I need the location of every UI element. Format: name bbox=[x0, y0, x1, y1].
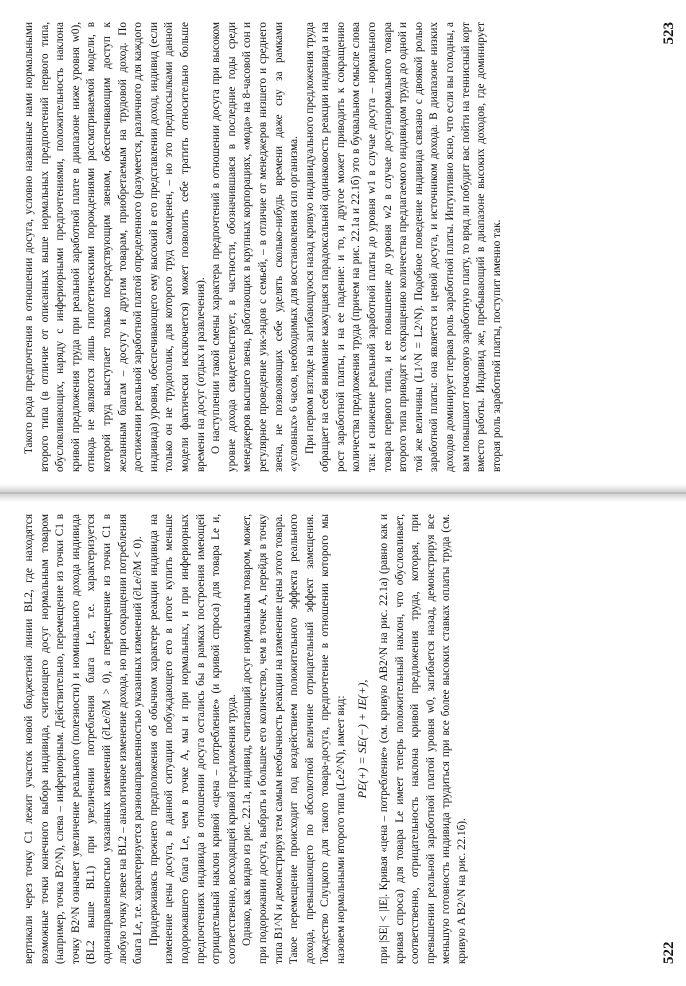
left-paragraph-3: Однако, как видно из рис. 22.1а, индивид, считающий досуг нормальным товаром, может, при подорожании досуга, выбрать и большее его количество, чем в точке A, перейдя в точку типа B1^N и демонстрируя тем самым необычность реакции на изменение цены этого товара. Такое перемещение происходит под воздействием положительного эффекта реального дохода, превышающего по абсолютной величине отрицательный эффект замещения. Тождество Слуцкого для такого товара-досуга, предпочтение в отношении которого мы назовем нормальными второго типа (Le2^N), имеет вид: bbox=[241, 514, 347, 964]
right-paragraph-3: При первом взгляде на загибающуюся назад кривую индивидуального предложения труда обращает на себя внимание кажущаяся парадоксальной одинаковость реакции индивида и на рост заработной платы, и на ее падение: и то, и другое может приводить к сокращению количества предложения труда (причем на рис. 22.1а и 22.1б) это в буквальном смысле слова так: и снижение реальной заработной платы до уровня w1 в случае досуга – нормального товара первого типа, и ее повышение до уровня w2 в случае досуганормального товара второго типа приводят к сокращению количества предлагаемого индивидом труда до одной и той же величины (L1^N = L2^N). Подобное поведение индивида связано с двоякой ролью заработной платы: она является и ценой досуга, и источником дохода. В диапазоне низких доходов доминирует первая роль заработной платы. Интуитивно ясно, что если вы голодны, а вам повышают почасовую заработную плату, то вряд ли побудит вас пойти на теннисный корт вместо работы. Индивид же, пребывающий в диапазоне высоких доходов, где доминирует вторая роль заработной платы, поступит именно так. bbox=[303, 22, 503, 472]
left-page-number: 522 bbox=[661, 941, 677, 964]
left-paragraph-1: вертикали через точку C1 лежит участок новой бюджетной линии BL2, где находятся возможные точки конечного выбора индивида, считающего досуг нормальным товаром (например, точка B2^N), слева – инфериорным. Действительно, перемещение из точки C1 в точку B2^N означает увеличение реального (полезности) и номинального дохода индивида (BL2 выше BL1) при увеличении потребления блага Le, т.е. характеризуется однонаправленностью указанных изменений (∂Le/∂M > 0), а перемещение из точки C1 в любую точку левее на BL2 – аналогичное изменение дохода, но при сокращении потребления блага Le, т.е. характеризуется разнонаправленностью указанных изменений (∂Le/∂M < 0). bbox=[23, 514, 145, 964]
book-gutter bbox=[0, 484, 686, 502]
right-page bbox=[0, 0, 686, 486]
slutsky-formula: PE(+) = SE(−) + IE(+), bbox=[355, 679, 370, 799]
right-page-number: 523 bbox=[661, 22, 677, 45]
right-paragraph-1: Такого рода предпочтения в отношении досуга, условно названные нами нормальными второго типа (в отличие от описанных выше нормальных предпочтений первого типа, обусловливающих, наряду с инфериорными предпочтениями, положительность наклона кривой предложения труда при реальной заработной плате в диапазоне ниже уровня w0), отнюдь не являются лишь гипотетическими порождениями рассматриваемой модели, в которой труд выступает только посредствующим звеном, обеспечивающим доступ к желанным благам – досугу и другим товарам, приобретаемым на трудовой доход. По достижении реальной заработной платой определенного (разумеется, различного для каждого индивида) уровня, обеспечивающего ему высокий в его представлении доход, индивид (если только он не трудоголик, для которого труд самоценен, – но это предпосылками данной модели фактически исключается) может позволить себе тратить относительно больше времени на досуг (отдых и развлечения). bbox=[23, 22, 207, 472]
left-paragraph-4: при |SE| < |IE|. Кривая «цена – потребление» (см. кривую AB2^N на рис. 22.1а) (равно как и кривая спроса) для товара Le имеет теперь положительный наклон, что обусловливает, соответственно, отрицательность наклона кривой предложения труда, которая, при превышении реальной заработной платой уровня w0, загибается назад, демонстрируя все меньшую готовность индивида трудиться при все более высоких ставках оплаты труда (см. кривую A B2^N на рис. 22.1б). bbox=[378, 514, 469, 964]
left-paragraph-2: Придерживаясь прежнего предположения об обычном характере реакции индивида на изменение цены досуга, в данной ситуации побуждающего его в итоге купить меньше подорожавшего блага Le, чем в точке A, мы и при нормальных, и при инфериорных предпочтениях индивида в отношении досуга остались бы в рамках построения имеющей отрицательный наклон кривой «цена – потребление» (и кривой спроса) для товара Le и, соответственно, восходящей кривой предложения труда. bbox=[147, 514, 238, 964]
left-page bbox=[0, 500, 686, 986]
left-page-text bbox=[22, 514, 652, 964]
right-paragraph-2: О наступлении такой смены характера предпочтений в отношении досуга при высоком уровне дохода свидетельствует, в частности, обозначившаяся в последние годы среди менеджеров высшего звена, работающих в крупных корпорациях, «мода» на 8-часовой сон и регулярное проведение уик-эндов с семьей, – в отличие от менеджеров низшего и среднего звена, не позволяющих себе уделять сколько-нибудь времени даже сну за рамками «условных» 6 часов, необходимых для восстановления сил организма. bbox=[210, 22, 301, 472]
right-page-text bbox=[22, 22, 652, 472]
